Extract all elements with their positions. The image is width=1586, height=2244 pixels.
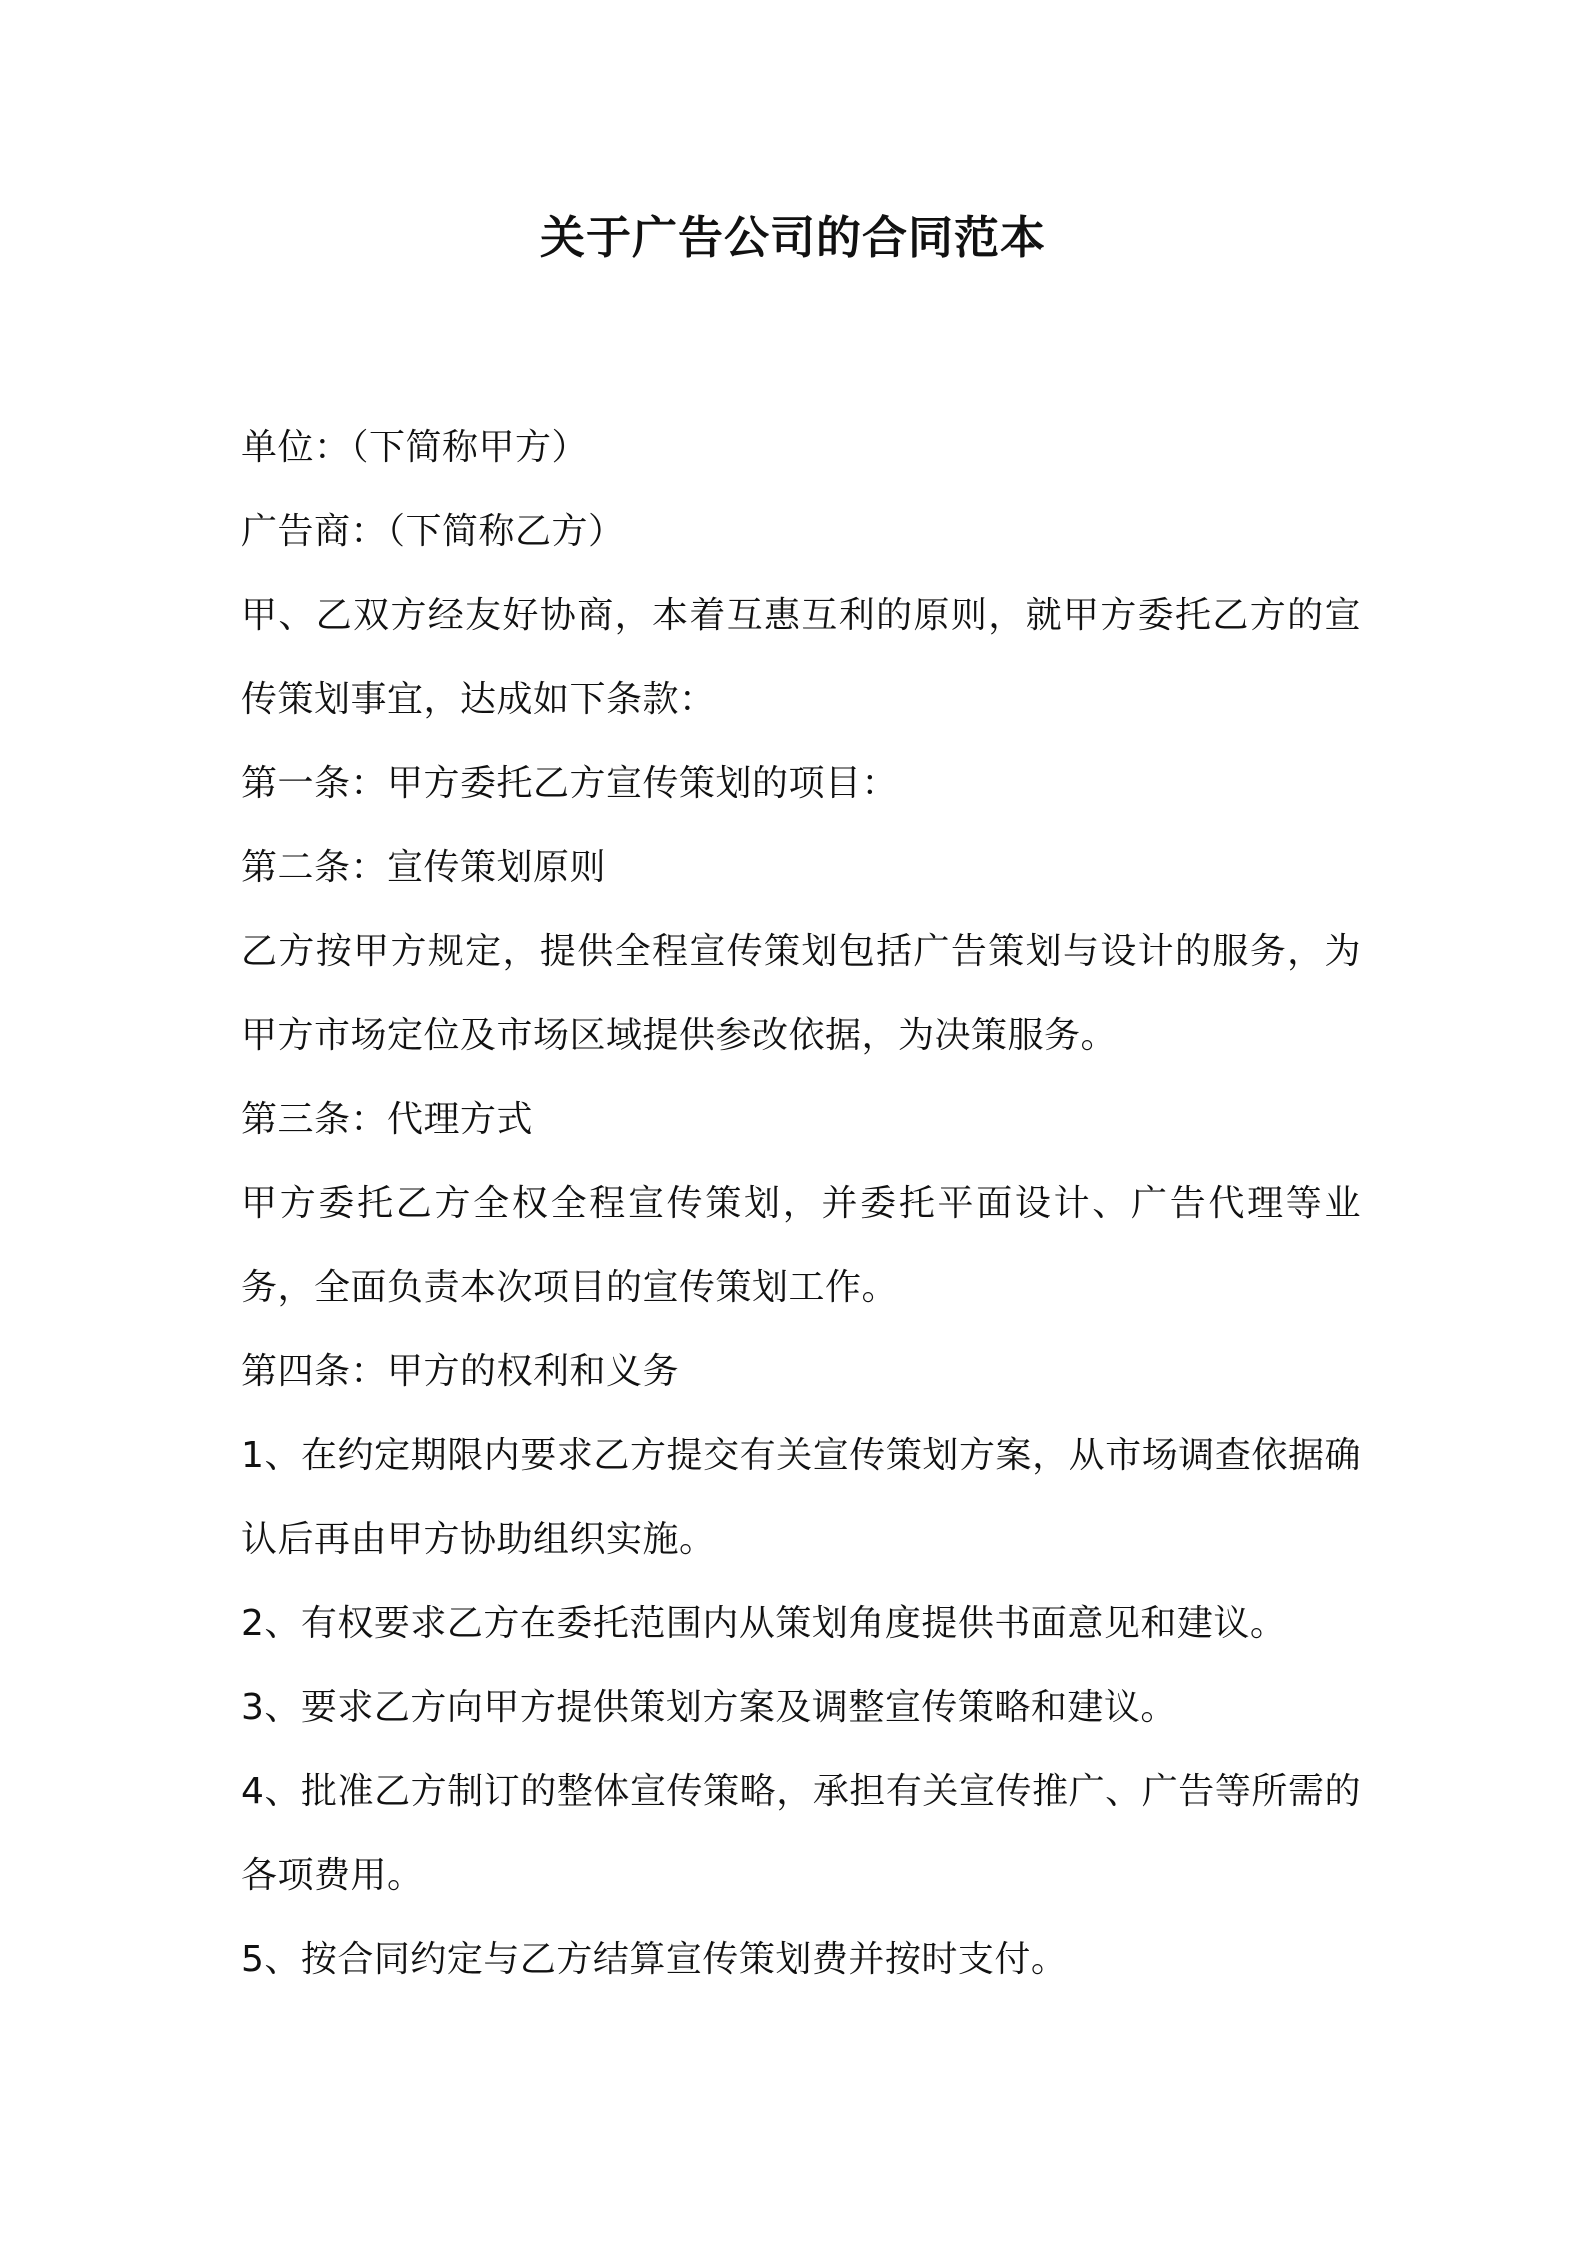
- party-a-line: 单位：（下简称甲方）: [241, 427, 589, 468]
- article-3-heading: 第三条：代理方式: [241, 1099, 534, 1140]
- article-4-item-2: 2、有权要求乙方在委托范围内从策划角度提供书面意见和建议。: [241, 1603, 1287, 1644]
- article-2-paragraph: 乙方按甲方规定，提供全程宣传策划包括广告策划与设计的服务，为甲方市场定位及市场区域提供参改依据，为决策服务。: [241, 931, 1361, 1056]
- article-4-item-3: 3、要求乙方向甲方提供策划方案及调整宣传策略和建议。: [241, 1687, 1177, 1728]
- document-body: [241, 406, 1361, 2002]
- article-4-item-1: 1、在约定期限内要求乙方提交有关宣传策划方案，从市场调查依据确认后再由甲方协助组织实施。: [241, 1435, 1361, 1560]
- article-3-paragraph: 甲方委托乙方全权全程宣传策划，并委托平面设计、广告代理等业务，全面负责本次项目的宣传策划工作。: [241, 1183, 1361, 1308]
- party-b-line: 广告商：（下简称乙方）: [241, 511, 625, 552]
- article-1-heading: 第一条：甲方委托乙方宣传策划的项目：: [241, 763, 899, 804]
- preamble-paragraph: 甲、乙双方经友好协商，本着互惠互利的原则，就甲方委托乙方的宣传策划事宜，达成如下条款：: [241, 595, 1361, 720]
- article-2-heading: 第二条：宣传策划原则: [241, 847, 607, 888]
- document-title: 关于广告公司的合同范本: [539, 211, 1046, 264]
- article-4-item-5: 5、按合同约定与乙方结算宣传策划费并按时支付。: [241, 1939, 1068, 1980]
- article-4-heading: 第四条：甲方的权利和义务: [241, 1351, 680, 1392]
- article-4-item-4: 4、批准乙方制订的整体宣传策略，承担有关宣传推广、广告等所需的各项费用。: [241, 1771, 1361, 1896]
